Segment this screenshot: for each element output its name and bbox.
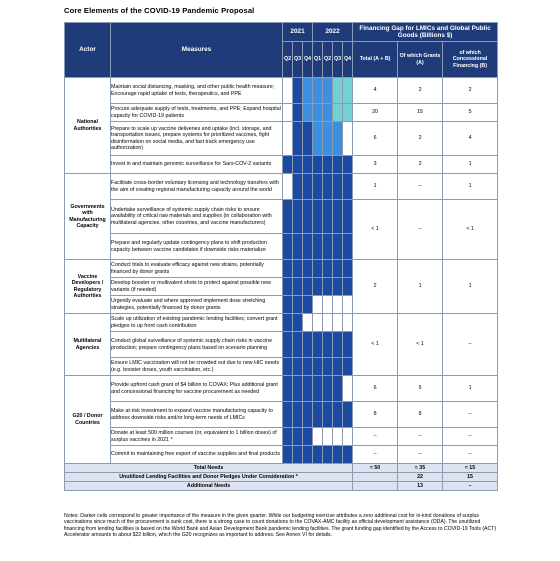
total-needs-label: Total Needs [65, 464, 353, 473]
quarter-cell-dark [303, 428, 313, 446]
table-row [65, 122, 498, 156]
quarter-cell-dark [323, 200, 333, 234]
concessional-cell: < 1 [443, 200, 498, 260]
quarter-header: Q1 [313, 42, 323, 78]
quarter-cell-dark [303, 234, 313, 260]
page-title: Core Elements of the COVID-19 Pandemic Proposal [64, 6, 255, 15]
total-cell: < 1 [353, 200, 398, 260]
quarter-cell-dark [333, 156, 343, 174]
quarter-cell-dark [343, 278, 353, 296]
total-col-header: Total (A + B) [353, 42, 398, 78]
measure-cell: Conduct global surveillance of systemic supply chain risks in vaccine production; prepare contingency plans based on scenario planning [111, 332, 283, 358]
table-row [65, 376, 498, 402]
quarter-cell-dark [293, 446, 303, 464]
total-cell: 20 [353, 104, 398, 122]
quarter-cell-dark [323, 358, 333, 376]
quarter-cell-dark [303, 122, 313, 156]
quarter-cell-dark [283, 296, 293, 314]
quarter-cell-medium [313, 78, 323, 104]
quarter-cell-dark [333, 376, 343, 402]
quarter-cell-light [343, 78, 353, 104]
concessional-cell: – [443, 402, 498, 428]
additional-needs-label: Additional Needs [65, 482, 353, 491]
quarter-cell-dark [333, 358, 343, 376]
table-row [65, 156, 498, 174]
quarter-cell-dark [313, 332, 323, 358]
quarter-cell-dark [343, 234, 353, 260]
grants-cell: 2 [398, 156, 443, 174]
quarter-cell-dark [283, 332, 293, 358]
quarter-cell-dark [313, 358, 323, 376]
quarter-cell-empty [323, 314, 333, 332]
concessional-cell: – [443, 428, 498, 446]
quarter-cell-dark [303, 402, 313, 428]
quarter-cell-dark [333, 402, 343, 428]
quarter-cell-medium [303, 78, 313, 104]
total-cell: 6 [353, 376, 398, 402]
quarter-cell-empty [313, 314, 323, 332]
grants-cell: 1 [398, 260, 443, 314]
grants-cell: 2 [398, 122, 443, 156]
quarter-cell-dark [293, 234, 303, 260]
quarter-cell-medium [313, 122, 323, 156]
total-cell: 1 [353, 174, 398, 200]
actor-header: Actor [65, 23, 111, 78]
measure-cell: Conduct trials to evaluate efficacy against new strains, potentially financed by donor grants [111, 260, 283, 278]
actor-cell: Governments with Manufacturing Capacity [65, 174, 111, 260]
quarter-cell-dark [313, 156, 323, 174]
quarter-cell-dark [293, 122, 303, 156]
quarter-cell-empty [333, 314, 343, 332]
actor-cell: Multilateral Agencies [65, 314, 111, 376]
quarter-cell-dark [343, 174, 353, 200]
quarter-header: Q4 [343, 42, 353, 78]
quarter-cell-empty [343, 376, 353, 402]
quarter-cell-empty [323, 296, 333, 314]
grants-col-header: Of which Grants (A) [398, 42, 443, 78]
total-cell: – [353, 446, 398, 464]
quarter-cell-dark [333, 260, 343, 278]
actor-cell: Vaccine Developers / Regulatory Authorities [65, 260, 111, 314]
quarter-cell-dark [293, 260, 303, 278]
table-row [65, 174, 498, 200]
quarter-cell-dark [343, 332, 353, 358]
concessional-cell: – [443, 446, 498, 464]
table-row [65, 446, 498, 464]
quarter-cell-dark [293, 200, 303, 234]
year-2021-header: 2021 [283, 23, 313, 42]
measure-cell: Ensure LMIC vaccination will not be crowded out due to new HIC needs (e.g. booster doses, youth vaccination, etc.) [111, 358, 283, 376]
total-cell: 4 [353, 78, 398, 104]
grants-cell: 8 [398, 402, 443, 428]
table-row [65, 200, 498, 234]
quarter-cell-dark [303, 446, 313, 464]
quarter-cell-dark [303, 296, 313, 314]
quarter-cell-dark [323, 234, 333, 260]
grants-cell: – [398, 174, 443, 200]
quarter-cell-dark [343, 200, 353, 234]
grants-cell: < 1 [398, 314, 443, 376]
quarter-cell-dark [343, 358, 353, 376]
quarter-cell-dark [283, 358, 293, 376]
concessional-cell: 1 [443, 376, 498, 402]
quarter-cell-dark [303, 278, 313, 296]
quarter-cell-dark [313, 200, 323, 234]
measure-cell: Commit to maintaining free export of vaccine supplies and final products [111, 446, 283, 464]
quarter-cell-dark [323, 332, 333, 358]
concessional-cell: 5 [443, 104, 498, 122]
quarter-cell-empty [343, 122, 353, 156]
grants-cell: 13 [398, 482, 443, 491]
measure-cell: Invest in and maintain genomic surveillance for Sars-COV-2 variants [111, 156, 283, 174]
quarter-cell-dark [333, 332, 343, 358]
measure-cell: Provide upfront cash grant of $4 billion to COVAX; Plus additional grant and concessional financing for vaccine procurement as needed [111, 376, 283, 402]
quarter-cell-dark [293, 78, 303, 104]
measure-cell: Make at-risk investment to expand vaccine manufacturing capacity to address downside risks and/or long-term needs of LMICs [111, 402, 283, 428]
quarter-cell-medium [323, 104, 333, 122]
measure-cell: Donate at least 500 million courses (or, equivalent to 1 billion doses) of surplus vaccines in 2021 * [111, 428, 283, 446]
quarter-cell-dark [343, 260, 353, 278]
total-cell: 2 [353, 260, 398, 314]
quarter-cell-dark [293, 296, 303, 314]
quarter-cell-empty [333, 428, 343, 446]
quarter-cell-empty [313, 296, 323, 314]
quarter-cell-medium [323, 78, 333, 104]
quarter-header: Q2 [323, 42, 333, 78]
quarter-cell-empty [283, 174, 293, 200]
quarter-cell-dark [303, 358, 313, 376]
quarter-cell-medium [303, 104, 313, 122]
quarter-cell-empty [283, 78, 293, 104]
quarter-cell-dark [283, 260, 293, 278]
table-row [65, 428, 498, 446]
quarter-cell-empty [343, 428, 353, 446]
quarter-cell-dark [303, 332, 313, 358]
concessional-cell: 1 [443, 260, 498, 314]
total-cell: 6 [353, 122, 398, 156]
quarter-cell-dark [293, 428, 303, 446]
total-cell [353, 473, 398, 482]
quarter-header: Q3 [333, 42, 343, 78]
quarter-cell-light [333, 104, 343, 122]
quarter-cell-dark [283, 402, 293, 428]
concessional-col-header: of which Concessional Financing (B) [443, 42, 498, 78]
quarter-cell-dark [293, 104, 303, 122]
quarter-cell-dark [313, 174, 323, 200]
total-cell: < 1 [353, 314, 398, 376]
total-cell: ≈ 50 [353, 464, 398, 473]
quarter-cell-empty [283, 122, 293, 156]
quarter-cell-dark [283, 200, 293, 234]
concessional-cell: 1 [443, 156, 498, 174]
year-2022-header: 2022 [313, 23, 353, 42]
concessional-cell: ≈ 15 [443, 464, 498, 473]
quarter-cell-dark [343, 446, 353, 464]
grants-cell: – [398, 200, 443, 260]
quarter-cell-dark [333, 174, 343, 200]
measure-cell: Facilitate cross-border voluntary licensing and technology transfers with the aim of creating regional manufacturing capacity around the world [111, 174, 283, 200]
quarter-cell-dark [303, 174, 313, 200]
quarter-cell-empty [343, 314, 353, 332]
quarter-cell-empty [333, 296, 343, 314]
quarter-cell-dark [293, 174, 303, 200]
additional-needs-row [65, 482, 498, 491]
quarter-cell-dark [323, 376, 333, 402]
quarter-cell-dark [323, 174, 333, 200]
quarter-cell-empty [283, 104, 293, 122]
concessional-cell: 4 [443, 122, 498, 156]
table-row [65, 104, 498, 122]
unutilized-lending-row [65, 473, 498, 482]
quarter-cell-empty [343, 296, 353, 314]
quarter-cell-dark [283, 446, 293, 464]
quarter-cell-dark [333, 234, 343, 260]
quarter-cell-dark [283, 428, 293, 446]
quarter-cell-empty [313, 428, 323, 446]
total-needs-row [65, 464, 498, 473]
quarter-cell-dark [293, 358, 303, 376]
quarter-cell-medium [333, 122, 343, 156]
quarter-cell-dark [293, 314, 303, 332]
quarter-cell-dark [283, 376, 293, 402]
total-cell: – [353, 428, 398, 446]
quarter-cell-dark [303, 376, 313, 402]
quarter-cell-empty [303, 314, 313, 332]
concessional-cell: 15 [443, 473, 498, 482]
quarter-header: Q4 [303, 42, 313, 78]
measure-cell: Develop booster or multivalent shots to protect against possible new variants (if needed) [111, 278, 283, 296]
quarter-cell-dark [313, 376, 323, 402]
total-cell: 8 [353, 402, 398, 428]
quarter-cell-dark [333, 200, 343, 234]
grants-cell: 5 [398, 376, 443, 402]
actor-cell: G20 / Donor Countries [65, 376, 111, 464]
total-cell [353, 482, 398, 491]
quarter-cell-light [333, 78, 343, 104]
grants-cell: 22 [398, 473, 443, 482]
concessional-cell: – [443, 314, 498, 376]
quarter-cell-dark [283, 234, 293, 260]
grants-cell: 15 [398, 104, 443, 122]
quarter-cell-dark [333, 446, 343, 464]
quarter-cell-dark [293, 278, 303, 296]
table-row [65, 260, 498, 278]
measure-cell: Urgently evaluate and where approved implement dose stretching strategies, potentially financed by donor grants [111, 296, 283, 314]
quarter-cell-dark [283, 314, 293, 332]
quarter-cell-dark [323, 260, 333, 278]
measure-cell: Maintain social distancing, masking, and other public health measure; Encourage rapid uptake of tests, therapeutics, and PPE [111, 78, 283, 104]
grants-cell: 2 [398, 78, 443, 104]
proposal-table [64, 22, 498, 491]
quarter-cell-dark [313, 402, 323, 428]
quarter-header: Q3 [293, 42, 303, 78]
grants-cell: – [398, 428, 443, 446]
measure-cell: Undertake surveillance of systemic supply chain risks to ensure availability of critical raw materials and supplies (in collaboration with multilateral agencies, other countries, and vaccine manufacturers) [111, 200, 283, 234]
quarter-cell-dark [323, 278, 333, 296]
quarter-header: Q2 [283, 42, 293, 78]
concessional-cell: – [443, 482, 498, 491]
quarter-cell-medium [313, 104, 323, 122]
concessional-cell: 1 [443, 174, 498, 200]
total-cell: 3 [353, 156, 398, 174]
quarter-cell-dark [323, 156, 333, 174]
quarter-cell-dark [323, 402, 333, 428]
quarter-cell-dark [293, 402, 303, 428]
quarter-cell-empty [323, 428, 333, 446]
quarter-cell-dark [343, 156, 353, 174]
concessional-cell: 2 [443, 78, 498, 104]
actor-cell: National Authorities [65, 78, 111, 174]
quarter-cell-dark [313, 260, 323, 278]
quarter-cell-dark [283, 156, 293, 174]
unutilized-lending-label: Unutilized Lending Facilities and Donor Pledges Under Consideration * [65, 473, 353, 482]
quarter-cell-dark [293, 156, 303, 174]
quarter-cell-dark [293, 332, 303, 358]
quarter-cell-dark [303, 260, 313, 278]
quarter-cell-dark [293, 376, 303, 402]
measure-cell: Prepare and regularly update contingency plans to shift production capacity between vaccine candidates if downside risks materialize [111, 234, 283, 260]
quarter-cell-dark [283, 278, 293, 296]
notes-paragraph: Notes: Darker cells correspond to greater importance of the measure in the given quarter. While our budgeting exercise attributes a zero additional cost for in-kind donations of surplus vaccinations since much of the procurement is sunk cost, there is a strong case to count donations to the COVAX-AMC facility as official development assistance (ODA). The unutilized financing from lending facilities is based on the World Bank and Asian Development Bank pandemic lending facilities. The grant funding gap identified by the Access to COVID-19 Tools (ACT) Accelerator amounts to about $22 billion, which the G20 recognizes as important to address. See Annex VI for details. [64, 513, 497, 538]
quarter-cell-dark [303, 156, 313, 174]
financing-header: Financing Gap for LMICs and Global Public Goods (Billions $) [353, 23, 498, 42]
measure-cell: Procure adequate supply of tests, treatments, and PPE; Expand hospital capacity for COVID-19 patients [111, 104, 283, 122]
table-row [65, 78, 498, 104]
measures-header: Measures [111, 23, 283, 78]
quarter-cell-medium [323, 122, 333, 156]
quarter-cell-dark [313, 278, 323, 296]
table-row [65, 402, 498, 428]
table-row [65, 314, 498, 332]
quarter-cell-dark [343, 402, 353, 428]
quarter-cell-dark [313, 234, 323, 260]
quarter-cell-dark [303, 200, 313, 234]
quarter-cell-dark [313, 446, 323, 464]
measure-cell: Scale up utilization of existing pandemic lending facilities; convert grant pledges to up front cash contribution [111, 314, 283, 332]
grants-cell: – [398, 446, 443, 464]
measure-cell: Prepare to scale up vaccine deliveries and uptake (incl. storage, and transportation issues, prepare systems for prioritized vaccines, fight disinformation on social media, and fast track emergency use authorization) [111, 122, 283, 156]
quarter-cell-dark [333, 278, 343, 296]
quarter-cell-dark [323, 446, 333, 464]
grants-cell: ≈ 35 [398, 464, 443, 473]
quarter-cell-light [343, 104, 353, 122]
